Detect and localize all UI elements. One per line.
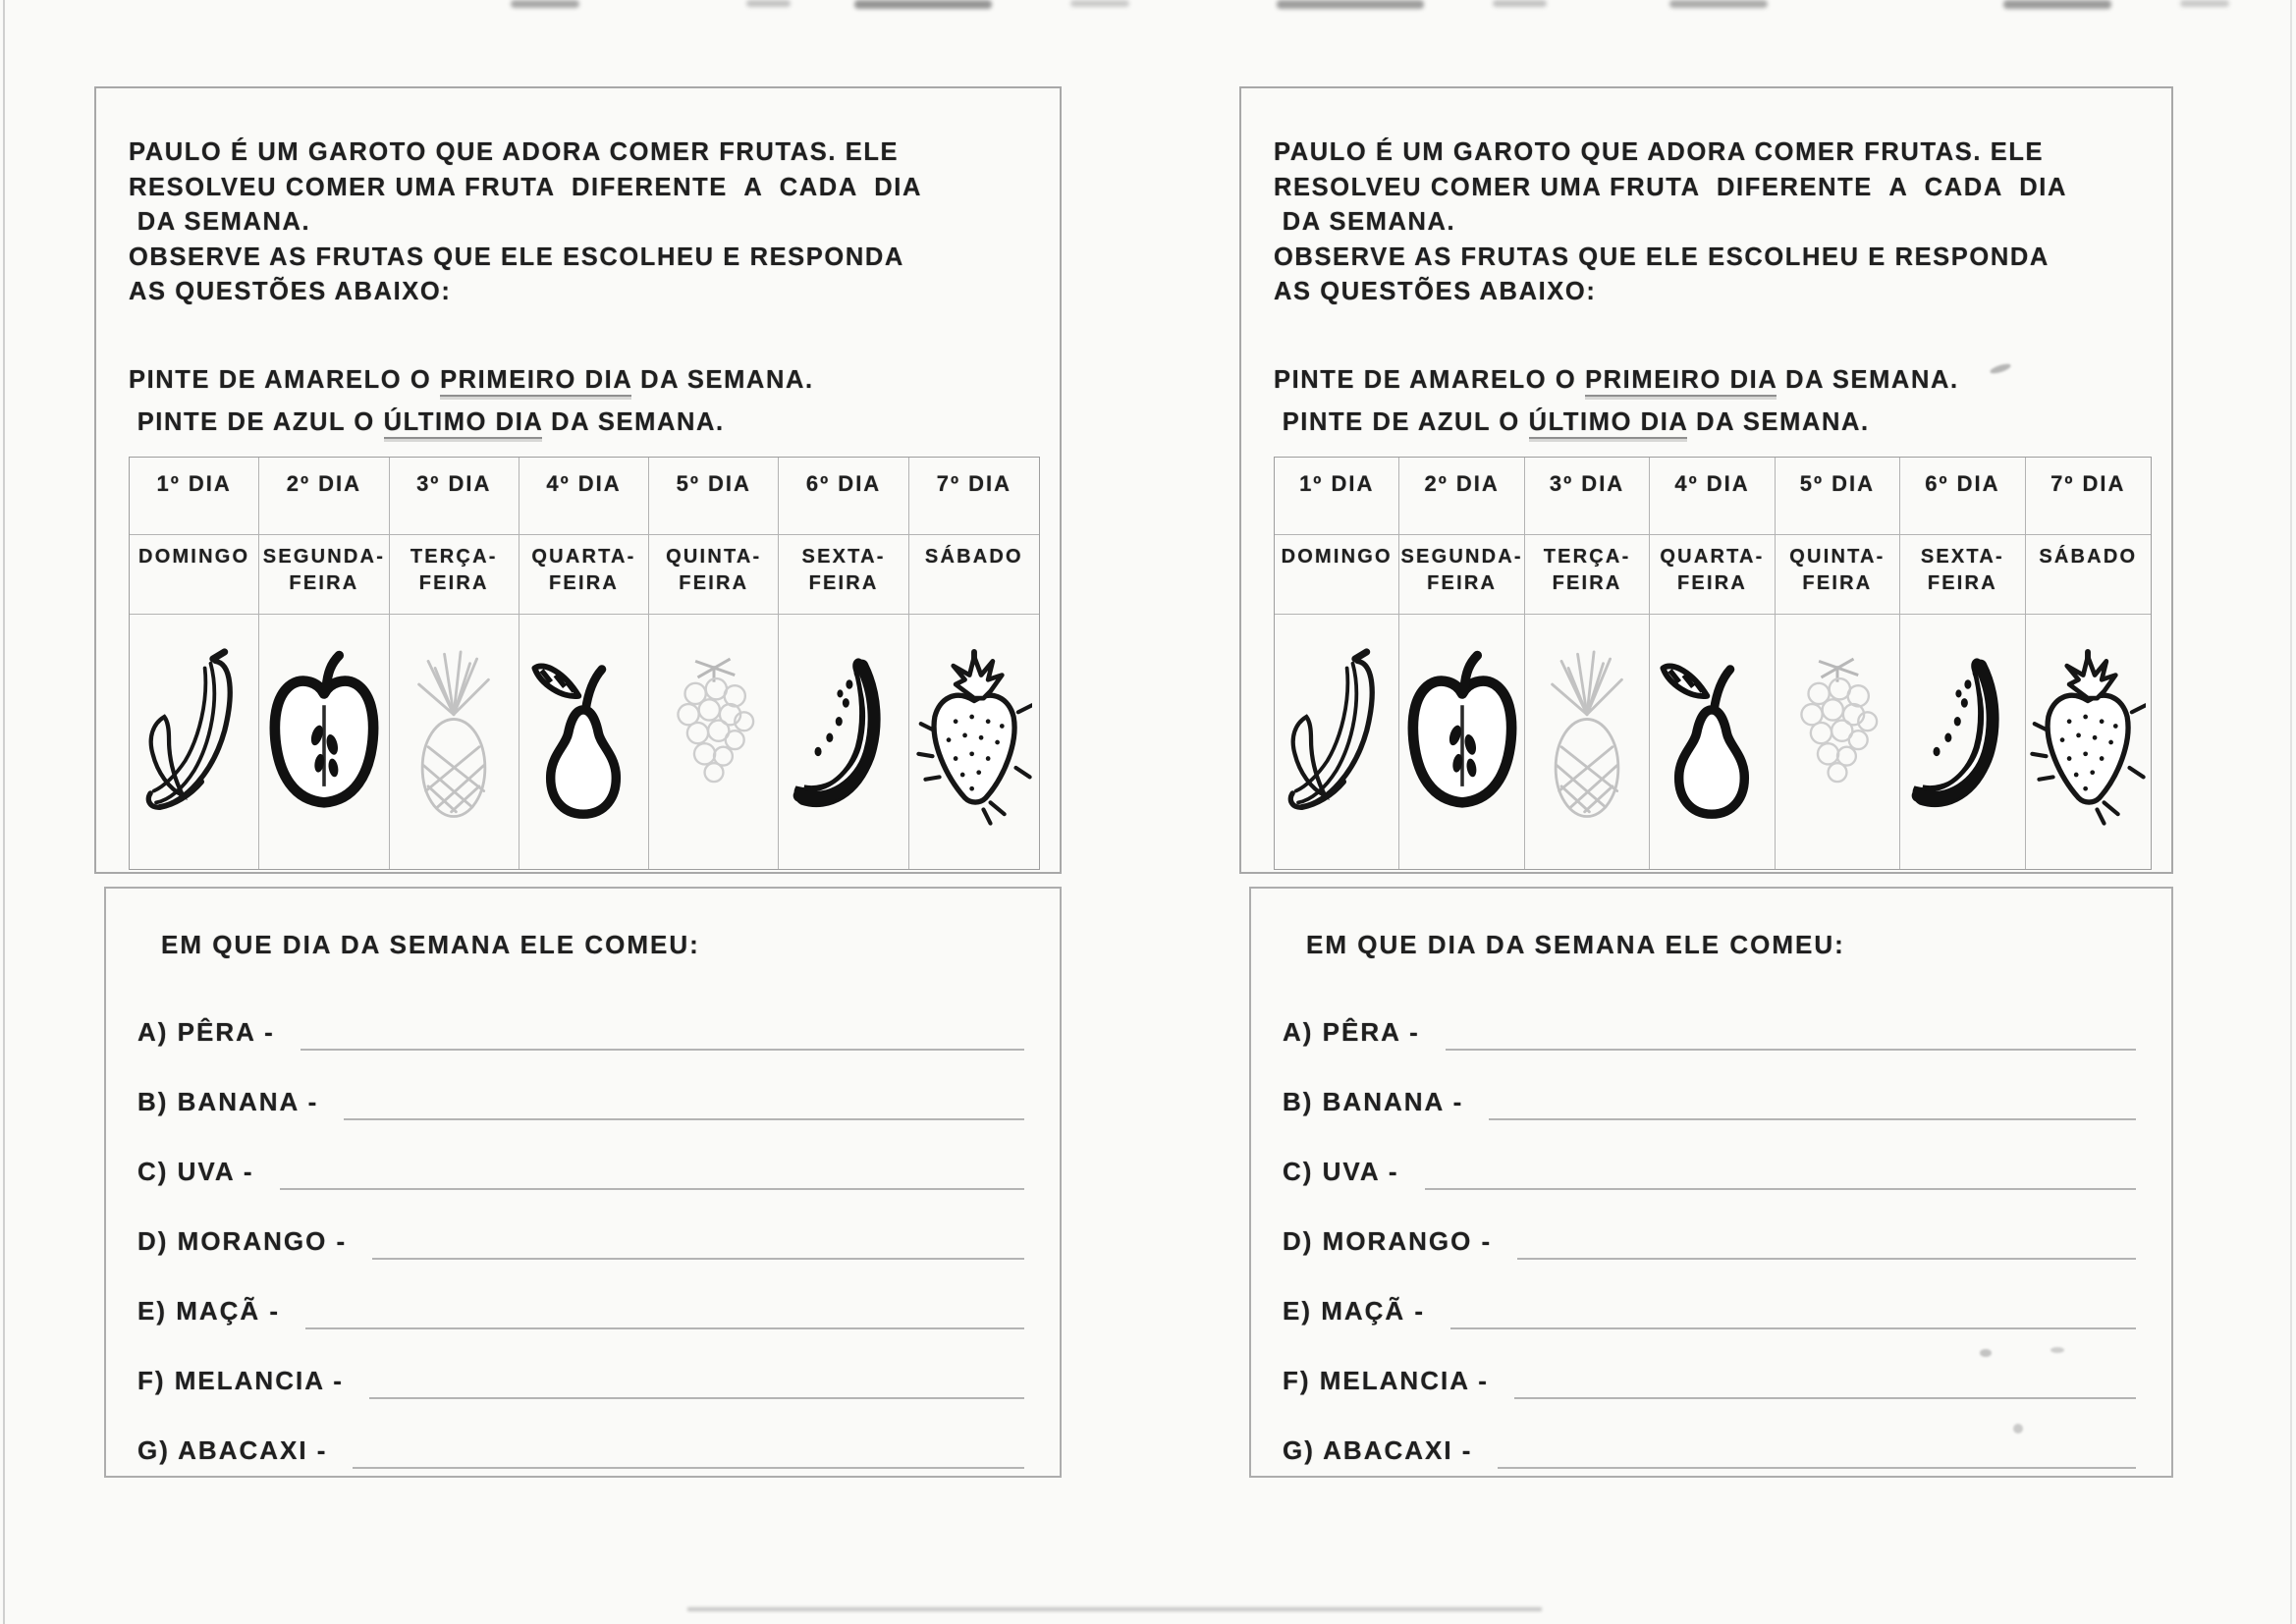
question-item (137, 989, 1024, 1058)
grapes-icon (656, 644, 772, 840)
question-label: G) ABACAXI - (1283, 1435, 1473, 1465)
table-ordinal-cell: 3º DIA (1525, 458, 1650, 535)
worksheet-copy-left (94, 86, 1062, 1481)
question-item (1283, 1128, 2136, 1198)
paint-prefix: PINTE DE AMARELO O (1274, 366, 1586, 394)
underlined-phrase: PRIMEIRO DIA (440, 366, 631, 397)
apple-icon (266, 644, 382, 840)
scan-artifact (746, 0, 791, 7)
table-ordinal-cell: 1º DIA (1275, 458, 1399, 535)
answer-line (372, 1258, 1024, 1260)
fruit-cell (779, 615, 908, 869)
scan-artifact (511, 0, 579, 8)
fruit-cell (649, 615, 779, 869)
scan-artifact (1070, 0, 1129, 7)
paint-prefix: PINTE DE AZUL O (1274, 408, 1529, 436)
scan-artifact (1493, 0, 1547, 7)
questions-box (1249, 887, 2173, 1478)
apple-icon (1404, 644, 1520, 840)
scan-artifact (2003, 0, 2111, 9)
banana-icon (1279, 644, 1394, 840)
question-label: A) PÊRA - (1283, 1017, 1420, 1047)
worksheet-copy-right (1239, 86, 2173, 1481)
intro-line: PAULO É UM GAROTO QUE ADORA COMER FRUTAS. ELE (1274, 138, 2045, 166)
intro-line: RESOLVEU COMER UMA FRUTA DIFERENTE A CADA DIA (129, 173, 922, 201)
intro-line: PAULO É UM GAROTO QUE ADORA COMER FRUTAS. ELE (129, 138, 900, 166)
week-fruit-table (129, 457, 1040, 870)
underlined-phrase: ÚLTIMO DIA (1529, 408, 1688, 439)
underlined-phrase: ÚLTIMO DIA (384, 408, 543, 439)
table-ordinal-cell: 5º DIA (649, 458, 779, 535)
question-label: D) MORANGO - (1283, 1226, 1493, 1256)
question-item (137, 1407, 1024, 1477)
question-item (137, 1058, 1024, 1128)
watermelon-icon (1904, 644, 2020, 840)
questions-box (104, 887, 1062, 1478)
table-ordinal-cell: 4º DIA (1650, 458, 1775, 535)
question-item (137, 1128, 1024, 1198)
intro-line: AS QUESTÕES ABAIXO: (1274, 278, 1597, 305)
grapes-icon (1779, 644, 1895, 840)
scan-artifact (854, 0, 992, 9)
pineapple-icon (396, 644, 512, 840)
question-label: A) PÊRA - (137, 1017, 275, 1047)
table-day-cell: QUINTA- FEIRA (649, 535, 779, 615)
question-item (1283, 1407, 2136, 1477)
strawberry-icon (916, 644, 1032, 840)
paint-suffix: DA SEMANA. (1777, 366, 1959, 394)
question-item (137, 1268, 1024, 1337)
answer-line (1514, 1397, 2136, 1399)
question-list (1283, 989, 2136, 1477)
answer-line (1498, 1467, 2136, 1469)
table-day-cell: TERÇA- FEIRA (1525, 535, 1650, 615)
scan-artifact (2180, 0, 2229, 7)
intro-line: OBSERVE AS FRUTAS QUE ELE ESCOLHEU E RESPONDA (1274, 243, 2050, 271)
fruit-cell (1900, 615, 2025, 869)
paint-suffix: DA SEMANA. (542, 408, 725, 436)
answer-line (369, 1397, 1024, 1399)
fruit-cell (259, 615, 389, 869)
table-ordinal-cell: 1º DIA (130, 458, 259, 535)
question-item (1283, 989, 2136, 1058)
answer-line (1489, 1118, 2136, 1120)
question-item (1283, 1268, 2136, 1337)
fruit-cell (1525, 615, 1650, 869)
answer-line (1446, 1049, 2136, 1051)
answer-line (301, 1049, 1024, 1051)
paint-instruction-yellow (1274, 359, 1959, 402)
table-ordinal-cell: 4º DIA (519, 458, 649, 535)
question-label: G) ABACAXI - (137, 1435, 328, 1465)
table-day-cell: SÁBADO (909, 535, 1039, 615)
question-label: B) BANANA - (137, 1087, 319, 1116)
table-day-cell: QUARTA- FEIRA (519, 535, 649, 615)
table-day-cell: SÁBADO (2026, 535, 2151, 615)
intro-line: AS QUESTÕES ABAIXO: (129, 278, 452, 305)
table-day-cell: DOMINGO (1275, 535, 1399, 615)
paint-suffix: DA SEMANA. (1687, 408, 1870, 436)
fruit-cell (1776, 615, 1900, 869)
table-ordinal-cell: 2º DIA (259, 458, 389, 535)
question-label: E) MAÇÃ - (1283, 1296, 1426, 1326)
intro-line: RESOLVEU COMER UMA FRUTA DIFERENTE A CADA DIA (1274, 173, 2067, 201)
answer-line (344, 1118, 1024, 1120)
table-day-cell: TERÇA- FEIRA (390, 535, 519, 615)
fruit-cell (1650, 615, 1775, 869)
question-prompt: EM QUE DIA DA SEMANA ELE COMEU: (161, 930, 700, 959)
scan-edge-line (3, 0, 5, 1624)
pear-icon (525, 644, 641, 840)
answer-line (280, 1188, 1024, 1190)
answer-line (305, 1327, 1024, 1329)
banana-icon (137, 644, 252, 840)
pear-icon (1654, 644, 1770, 840)
answer-line (1517, 1258, 2136, 1260)
paint-instructions (1274, 359, 1959, 444)
table-day-cell: DOMINGO (130, 535, 259, 615)
question-item (137, 1198, 1024, 1268)
question-list (137, 989, 1024, 1477)
question-item (1283, 1198, 2136, 1268)
question-prompt: EM QUE DIA DA SEMANA ELE COMEU: (1306, 930, 1845, 959)
underlined-phrase: PRIMEIRO DIA (1585, 366, 1777, 397)
paint-suffix: DA SEMANA. (631, 366, 814, 394)
scan-edge-line (2290, 0, 2292, 1624)
question-label: D) MORANGO - (137, 1226, 348, 1256)
answer-line (353, 1467, 1024, 1469)
table-ordinal-cell: 7º DIA (2026, 458, 2151, 535)
paint-instruction-yellow (129, 359, 814, 402)
paint-instruction-blue (129, 402, 814, 444)
question-label: F) MELANCIA - (137, 1366, 344, 1395)
table-ordinal-cell: 7º DIA (909, 458, 1039, 535)
week-fruit-table (1274, 457, 2152, 870)
intro-line: DA SEMANA. (1274, 208, 1456, 236)
question-item (1283, 1337, 2136, 1407)
table-day-cell: QUINTA- FEIRA (1776, 535, 1900, 615)
paint-instruction-blue (1274, 402, 1959, 444)
table-ordinal-cell: 3º DIA (390, 458, 519, 535)
question-label: C) UVA - (1283, 1157, 1399, 1186)
question-label: E) MAÇÃ - (137, 1296, 281, 1326)
instructions-box (94, 86, 1062, 874)
question-item (137, 1337, 1024, 1407)
pineapple-icon (1529, 644, 1645, 840)
intro-paragraph (129, 135, 922, 310)
fruit-cell (1399, 615, 1524, 869)
question-label: C) UVA - (137, 1157, 254, 1186)
table-day-cell: QUARTA- FEIRA (1650, 535, 1775, 615)
scan-artifact (687, 1607, 1542, 1611)
strawberry-icon (2030, 644, 2146, 840)
fruit-cell (130, 615, 259, 869)
question-item (1283, 1058, 2136, 1128)
table-ordinal-cell: 6º DIA (1900, 458, 2025, 535)
watermelon-icon (786, 644, 902, 840)
scan-artifact (1277, 0, 1424, 9)
paint-prefix: PINTE DE AZUL O (129, 408, 384, 436)
instructions-box (1239, 86, 2173, 874)
table-day-cell: SEGUNDA- FEIRA (259, 535, 389, 615)
table-ordinal-cell: 6º DIA (779, 458, 908, 535)
question-label: F) MELANCIA - (1283, 1366, 1489, 1395)
table-day-cell: SEGUNDA- FEIRA (1399, 535, 1524, 615)
fruit-cell (909, 615, 1039, 869)
table-day-cell: SEXTA- FEIRA (779, 535, 908, 615)
table-day-cell: SEXTA- FEIRA (1900, 535, 2025, 615)
paint-instructions (129, 359, 814, 444)
intro-line: DA SEMANA. (129, 208, 311, 236)
fruit-cell (2026, 615, 2151, 869)
fruit-cell (519, 615, 649, 869)
fruit-cell (390, 615, 519, 869)
answer-line (1425, 1188, 2136, 1190)
table-ordinal-cell: 5º DIA (1776, 458, 1900, 535)
fruit-cell (1275, 615, 1399, 869)
scan-artifact (1669, 0, 1768, 8)
paint-prefix: PINTE DE AMARELO O (129, 366, 441, 394)
question-label: B) BANANA - (1283, 1087, 1464, 1116)
answer-line (1450, 1327, 2136, 1329)
table-ordinal-cell: 2º DIA (1399, 458, 1524, 535)
intro-paragraph (1274, 135, 2067, 310)
intro-line: OBSERVE AS FRUTAS QUE ELE ESCOLHEU E RESPONDA (129, 243, 904, 271)
